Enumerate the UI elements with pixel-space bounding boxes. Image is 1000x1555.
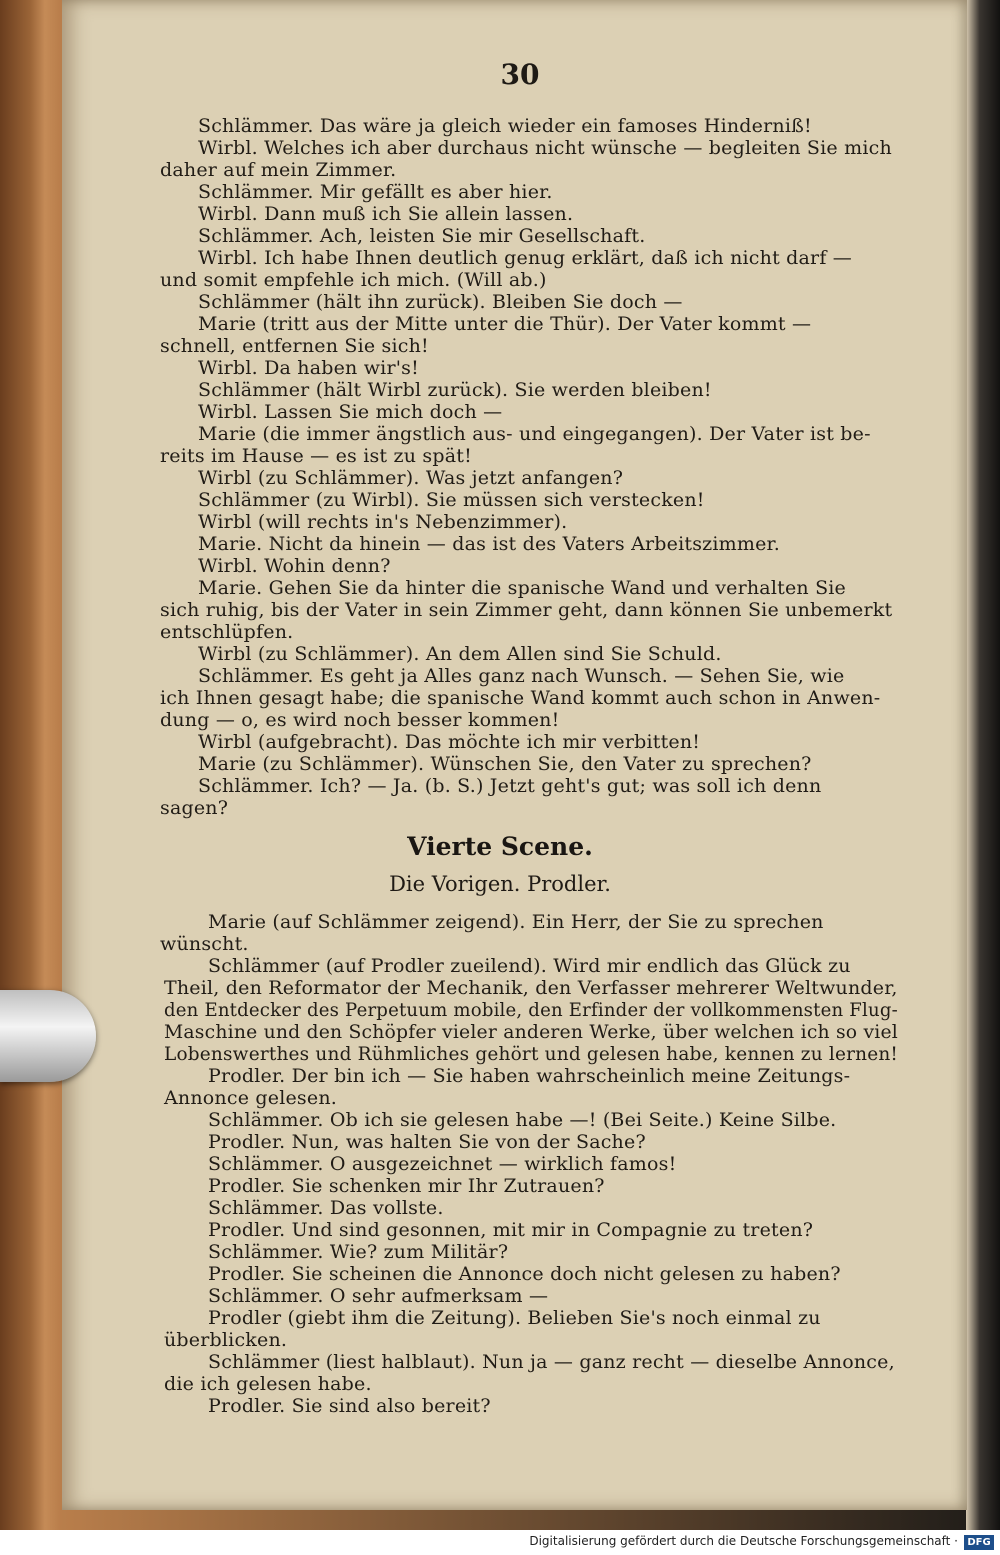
text-line: Annonce gelesen.	[164, 1087, 337, 1109]
text-line: entschlüpfen.	[160, 621, 294, 643]
text-line: und somit empfehle ich mich. (Will ab.)	[160, 269, 547, 291]
text-line: dung — o, es wird noch besser kommen!	[160, 709, 560, 731]
book-right-edge	[966, 0, 1000, 1530]
text-line: Wirbl (zu Schlämmer). An dem Allen sind Sie Schuld.	[198, 643, 722, 665]
text-line: Wirbl (aufgebracht). Das möchte ich mir verbitten!	[198, 731, 701, 753]
text-line: Schlämmer. Ach, leisten Sie mir Gesellschaft.	[198, 225, 646, 247]
text-line: Schlämmer (auf Prodler zueilend). Wird mir endlich das Glück zu	[208, 955, 851, 977]
text-line: Marie. Gehen Sie da hinter die spanische Wand und verhalten Sie	[198, 577, 847, 599]
scene-subheading: Die Vorigen. Prodler.	[389, 872, 611, 896]
text-line: Prodler. Sie scheinen die Annonce doch nicht gelesen zu haben?	[208, 1263, 841, 1285]
text-line: Wirbl. Da haben wir's!	[198, 357, 419, 379]
page-clip	[0, 990, 96, 1082]
text-line: Prodler. Sie schenken mir Ihr Zutrauen?	[208, 1175, 605, 1197]
text-line: überblicken.	[164, 1329, 288, 1351]
text-line: reits im Hause — es ist zu spät!	[160, 445, 472, 467]
page-number: 30	[500, 58, 540, 91]
text-line: Wirbl (zu Schlämmer). Was jetzt anfangen?	[198, 467, 624, 489]
text-line: Prodler. Und sind gesonnen, mit mir in Compagnie zu treten?	[208, 1219, 814, 1241]
text-line: Wirbl. Wohin denn?	[198, 555, 391, 577]
text-line: Schlämmer. O sehr aufmerksam —	[208, 1285, 549, 1307]
footer-credit: Digitalisierung gefördert durch die Deutsche Forschungsgemeinschaft ·	[529, 1534, 958, 1548]
text-line: den Entdecker des Perpetuum mobile, den Erfinder der vollkommensten Flug-	[164, 999, 898, 1021]
text-line: Marie (tritt aus der Mitte unter die Thür). Der Vater kommt —	[198, 313, 812, 335]
text-line: Marie. Nicht da hinein — das ist des Vaters Arbeitszimmer.	[198, 533, 780, 555]
footer-bar	[0, 1530, 1000, 1555]
text-line: Wirbl. Dann muß ich Sie allein lassen.	[198, 203, 574, 225]
text-line: Marie (zu Schlämmer). Wünschen Sie, den Vater zu sprechen?	[198, 753, 812, 775]
text-line: Schlämmer (zu Wirbl). Sie müssen sich verstecken!	[198, 489, 705, 511]
text-line: Wirbl. Lassen Sie mich doch —	[198, 401, 503, 423]
text-line: Prodler. Sie sind also bereit?	[208, 1395, 491, 1417]
text-line: Prodler. Nun, was halten Sie von der Sache?	[208, 1131, 646, 1153]
text-line: Wirbl. Ich habe Ihnen deutlich genug erklärt, daß ich nicht darf —	[198, 247, 853, 269]
text-line: Schlämmer. Wie? zum Militär?	[208, 1241, 509, 1263]
text-line: Marie (auf Schlämmer zeigend). Ein Herr, der Sie zu sprechen	[208, 911, 824, 933]
text-line: Prodler (giebt ihm die Zeitung). Belieben Sie's noch einmal zu	[208, 1307, 821, 1329]
text-line: Schlämmer. Es geht ja Alles ganz nach Wunsch. — Sehen Sie, wie	[198, 665, 845, 687]
text-line: Schlämmer. O ausgezeichnet — wirklich famos!	[208, 1153, 677, 1175]
text-line: Marie (die immer ängstlich aus- und eingegangen). Der Vater ist be-	[198, 423, 871, 445]
text-line: ich Ihnen gesagt habe; die spanische Wand kommt auch schon in Anwen-	[160, 687, 881, 709]
text-line: Schlämmer. Ich? — Ja. (b. S.) Jetzt geht's gut; was soll ich denn	[198, 775, 822, 797]
text-line: die ich gelesen habe.	[164, 1373, 372, 1395]
text-line: Wirbl (will rechts in's Nebenzimmer).	[198, 511, 568, 533]
text-line: daher auf mein Zimmer.	[160, 159, 397, 181]
dfg-logo[interactable]: DFG	[964, 1535, 994, 1550]
text-line: Lobenswerthes und Rühmliches gehört und gelesen habe, kennen zu lernen!	[164, 1043, 899, 1065]
text-line: Schlämmer. Das wäre ja gleich wieder ein famoses Hinderniß!	[198, 115, 812, 137]
text-line: Schlämmer. Das vollste.	[208, 1197, 444, 1219]
text-line: Schlämmer (liest halblaut). Nun ja — ganz recht — dieselbe Annonce,	[208, 1351, 895, 1373]
text-line: schnell, entfernen Sie sich!	[160, 335, 429, 357]
text-line: Prodler. Der bin ich — Sie haben wahrscheinlich meine Zeitungs-	[208, 1065, 851, 1087]
text-line: wünscht.	[160, 933, 249, 955]
scene-heading: Vierte Scene.	[407, 832, 593, 861]
text-line: sich ruhig, bis der Vater in sein Zimmer geht, dann können Sie unbemerkt	[160, 599, 893, 621]
text-line: Schlämmer. Mir gefällt es aber hier.	[198, 181, 553, 203]
text-line: Maschine und den Schöpfer vieler anderen Werke, über welchen ich so viel	[164, 1021, 898, 1043]
text-line: Schlämmer (hält Wirbl zurück). Sie werden bleiben!	[198, 379, 712, 401]
text-line: Theil, den Reformator der Mechanik, den Verfasser mehrerer Weltwunder,	[164, 977, 898, 999]
text-line: Schlämmer (hält ihn zurück). Bleiben Sie doch —	[198, 291, 683, 313]
text-line: Wirbl. Welches ich aber durchaus nicht wünsche — begleiten Sie mich	[198, 137, 892, 159]
text-line: sagen?	[160, 797, 229, 819]
text-line: Schlämmer. Ob ich sie gelesen habe —! (Bei Seite.) Keine Silbe.	[208, 1109, 837, 1131]
